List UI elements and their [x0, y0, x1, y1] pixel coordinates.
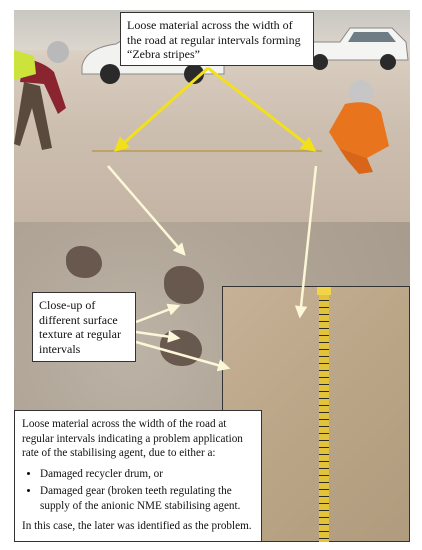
callout-closeup: [32, 292, 136, 362]
figure-frame: [14, 10, 410, 542]
explanation-conclusion: In this case, the later was identified as the problem.: [22, 520, 252, 533]
callout-closeup-text: Close-up of different surface texture at regular intervals: [39, 298, 121, 356]
surface-patch: [160, 330, 202, 366]
worker-left: [14, 28, 84, 158]
tape-measure: [319, 287, 329, 542]
explanation-bullet: • Damaged recycler drum, or: [40, 467, 254, 482]
explanation-bullet-list: [22, 467, 254, 514]
surface-patch: [164, 266, 204, 304]
tape-measure-end: [317, 287, 331, 295]
worker-right: [319, 76, 399, 176]
callout-zebra-stripes: [120, 12, 314, 66]
explanation-bullet: • Damaged gear (broken teeth regulating the supply of the anionic NME stabilising agent.: [40, 484, 254, 513]
surface-patch: [66, 246, 102, 278]
explanation-intro: Loose material across the width of the road at regular intervals indicating a problem application rate of the stabilising agent, due to either a:: [22, 418, 243, 460]
measuring-string-line: [92, 150, 322, 152]
callout-explanation: [14, 410, 262, 542]
callout-zebra-stripes-text: Loose material across the width of the road at regular intervals forming “Zebra stripes”: [127, 18, 301, 62]
